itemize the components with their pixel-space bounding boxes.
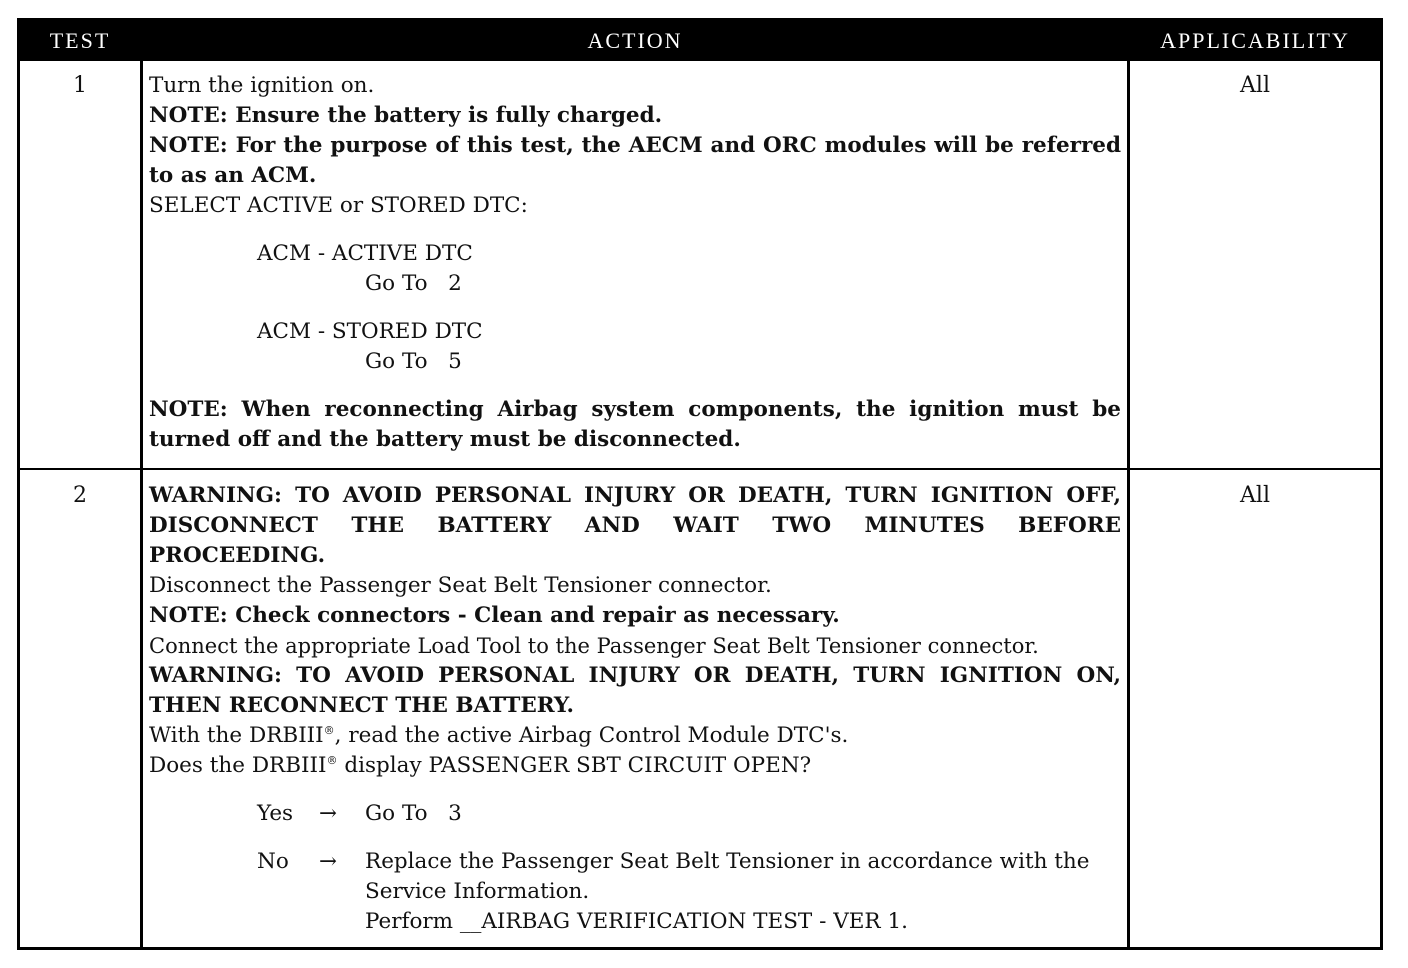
warning-text: WARNING: TO AVOID PERSONAL INJURY OR DEATH, TURN IGNITION OFF, DISCONNECT THE BATTERY AND WAIT TWO MINUTES BEFORE PROCEEDING. bbox=[149, 483, 1121, 568]
column-divider bbox=[140, 61, 143, 947]
warning-text: WARNING: TO AVOID PERSONAL INJURY OR DEATH, TURN IGNITION ON, THEN RECONNECT THE BATTERY. bbox=[149, 663, 1121, 718]
action-step: SELECT ACTIVE or STORED DTC: bbox=[149, 193, 528, 218]
replace-instruction: Replace the Passenger Seat Belt Tensioner in accordance with the Service Information. bbox=[365, 849, 1090, 904]
action-cell-test-1 bbox=[149, 71, 1121, 455]
action-cell-test-2 bbox=[149, 481, 1121, 937]
option-label: ACM - STORED DTC bbox=[257, 319, 483, 344]
note-text: NOTE: Check connectors - Clean and repair as necessary. bbox=[149, 603, 840, 628]
question-text bbox=[149, 751, 1121, 781]
action-step: Turn the ignition on. bbox=[149, 73, 375, 98]
test-number: 2 bbox=[73, 483, 87, 508]
action-step-text: , read the active Airbag Control Module DTC's. bbox=[334, 723, 849, 748]
arrow-icon: → bbox=[319, 849, 338, 874]
no-label: No bbox=[257, 849, 289, 874]
question-text-body: display PASSENGER SBT CIRCUIT OPEN? bbox=[337, 753, 812, 778]
goto-text: Go To 3 bbox=[365, 801, 462, 826]
goto-text: Go To 2 bbox=[365, 271, 462, 296]
option-label: ACM - ACTIVE DTC bbox=[257, 241, 473, 266]
test-number: 1 bbox=[73, 73, 87, 98]
goto-text: Go To 5 bbox=[365, 349, 462, 374]
action-step: Connect the appropriate Load Tool to the Passenger Seat Belt Tensioner connector. bbox=[149, 634, 1039, 658]
yes-label: Yes bbox=[257, 801, 294, 826]
no-branch bbox=[149, 847, 1121, 937]
note-text: NOTE: When reconnecting Airbag system components, the ignition must be turned off and the battery must be disconnected. bbox=[149, 397, 1121, 452]
drbiii-label: With the DRBIII bbox=[149, 723, 324, 748]
note-text: NOTE: For the purpose of this test, the AECM and ORC modules will be referred to as an ACM. bbox=[149, 133, 1121, 188]
registered-mark: ® bbox=[323, 723, 335, 737]
no-branch-text bbox=[365, 847, 1121, 937]
header-applicability: APPLICABILITY bbox=[1160, 28, 1350, 53]
action-step bbox=[149, 721, 1121, 751]
row-divider bbox=[20, 468, 1380, 470]
applicability-value: All bbox=[1240, 73, 1270, 98]
header-test: TEST bbox=[49, 28, 111, 53]
note-text: NOTE: Ensure the battery is fully charged. bbox=[149, 103, 663, 128]
diagnostic-test-table bbox=[17, 18, 1383, 950]
arrow-icon: → bbox=[319, 801, 338, 826]
verification-instruction: Perform __AIRBAG VERIFICATION TEST - VER 1. bbox=[365, 909, 908, 934]
applicability-value: All bbox=[1240, 483, 1270, 508]
table-header bbox=[20, 21, 1380, 61]
yes-branch bbox=[149, 799, 1121, 829]
drbiii-label: Does the DRBIII bbox=[149, 753, 327, 778]
action-step: Disconnect the Passenger Seat Belt Tensioner connector. bbox=[149, 573, 772, 598]
registered-mark: ® bbox=[326, 753, 338, 767]
header-action: ACTION bbox=[587, 28, 683, 53]
